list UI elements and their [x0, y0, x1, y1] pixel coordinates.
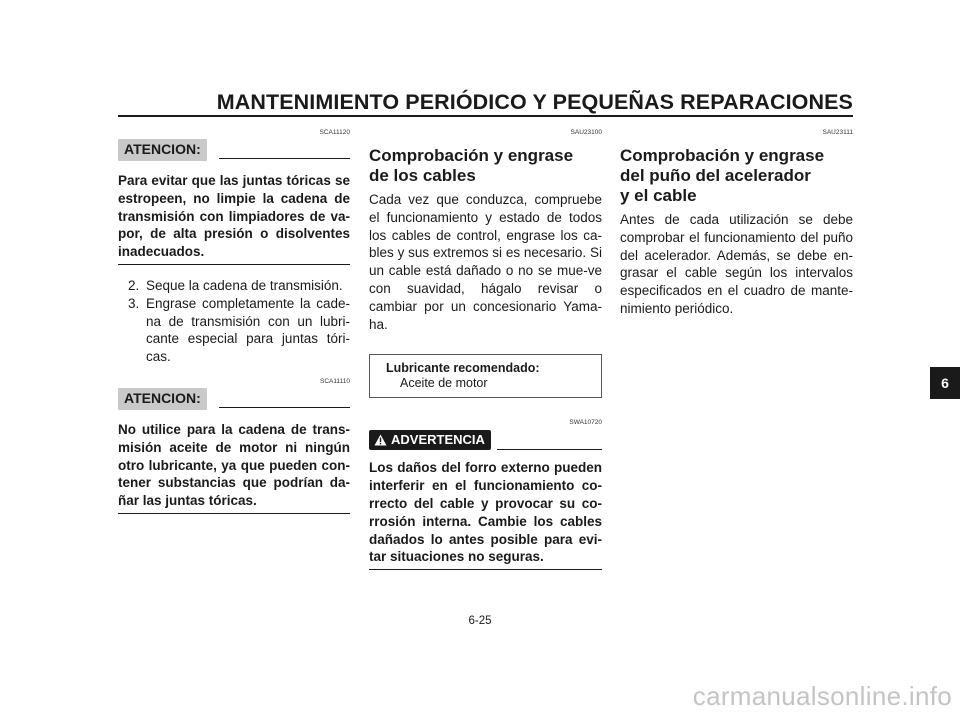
step-item: [128, 277, 350, 295]
warning-header: [369, 430, 602, 450]
notice-text: No utilice para la cadena de trans-misión aceite de motor ni ningún otro lubricante, ya que pueden con-tener substancias que podrían da-ñar las juntas tóricas.: [118, 421, 350, 509]
warning-code: SWA10720: [569, 419, 602, 427]
step-item: [128, 295, 350, 366]
step-text: Seque la cadena de transmisión.: [146, 277, 343, 293]
notice-end-rule: [118, 513, 350, 514]
lubricant-value: Aceite de motor: [400, 376, 488, 391]
chapter-tab: 6: [930, 367, 960, 399]
section-title-line: de los cables: [369, 166, 476, 185]
notice-header: [118, 388, 350, 410]
column-2: [369, 128, 602, 570]
step-number: 2.: [128, 277, 140, 293]
warning-rule: [497, 449, 602, 450]
notice-badge: ATENCION:: [118, 139, 207, 161]
page-header-title: MANTENIMIENTO PERIÓDICO Y PEQUEÑAS REPARACIONES: [216, 90, 853, 114]
step-text: Engrase completamente la cade-na de transmisión con un lubri-cante especial para juntas tóri-cas.: [146, 295, 350, 365]
notice-rule: [219, 158, 350, 159]
warning-end-rule: [369, 569, 602, 570]
step-list: [118, 277, 350, 366]
notice-end-rule: [118, 264, 350, 265]
column-3: [620, 128, 853, 318]
section-title: [620, 146, 853, 206]
header-rule: [118, 115, 853, 117]
lubricant-box: [369, 354, 602, 398]
notice-header: [118, 139, 350, 161]
warning-label: ADVERTENCIA: [391, 432, 485, 448]
notice-code: SCA11110: [320, 377, 350, 385]
notice-text: Para evitar que las juntas tóricas se estropeen, no limpie la cadena de transmisión con limpiadores de va-por, de alta presión o disolventes inadecuados.: [118, 173, 350, 260]
lubricant-label: Lubricante recomendado:: [386, 361, 540, 376]
notice-rule: [219, 407, 350, 408]
warning-text: Los daños del forro externo pueden interferir en el funcionamiento co-rrecto del cable y provocar su co-rrosión interna. Cambie los cables dañados lo antes posible para evi-tar situaciones no seguras.: [369, 460, 602, 565]
watermark: carmanualsonline.info: [692, 681, 952, 711]
step-number: 3.: [128, 295, 140, 311]
warning-triangle-icon: [374, 434, 387, 446]
section-title-line: y el cable: [620, 186, 697, 205]
section-title: [369, 146, 602, 186]
section-title-line: Comprobación y engrase: [620, 146, 825, 165]
section-title-line: Comprobación y engrase: [369, 146, 574, 165]
section-body: Antes de cada utilización se debe comprobar el funcionamiento del puño del acelerador. Además, se debe en-grasar el cable según los intervalos especificados en el cuadro de mante-nimiento periódico.: [620, 212, 853, 316]
section-body: Cada vez que conduzca, compruebe el funcionamiento y estado de todos los cables de control, engrase los ca-bles y sus extremos si es necesario. Si un cable está dañado o no se mue-ve con suavidad, hágalo revisar o cambiar por un concesionario Yama-ha.: [369, 192, 602, 332]
column-1: [118, 128, 350, 514]
section-code: SAU23100: [570, 129, 602, 136]
notice-code: SCA11120: [319, 129, 350, 136]
section-code: SAU23111: [822, 129, 853, 136]
notice-badge: ATENCION:: [118, 388, 207, 410]
section-title-line: del puño del acelerador: [620, 166, 811, 185]
page-number: 6-25: [468, 615, 492, 627]
warning-badge: [369, 430, 491, 450]
